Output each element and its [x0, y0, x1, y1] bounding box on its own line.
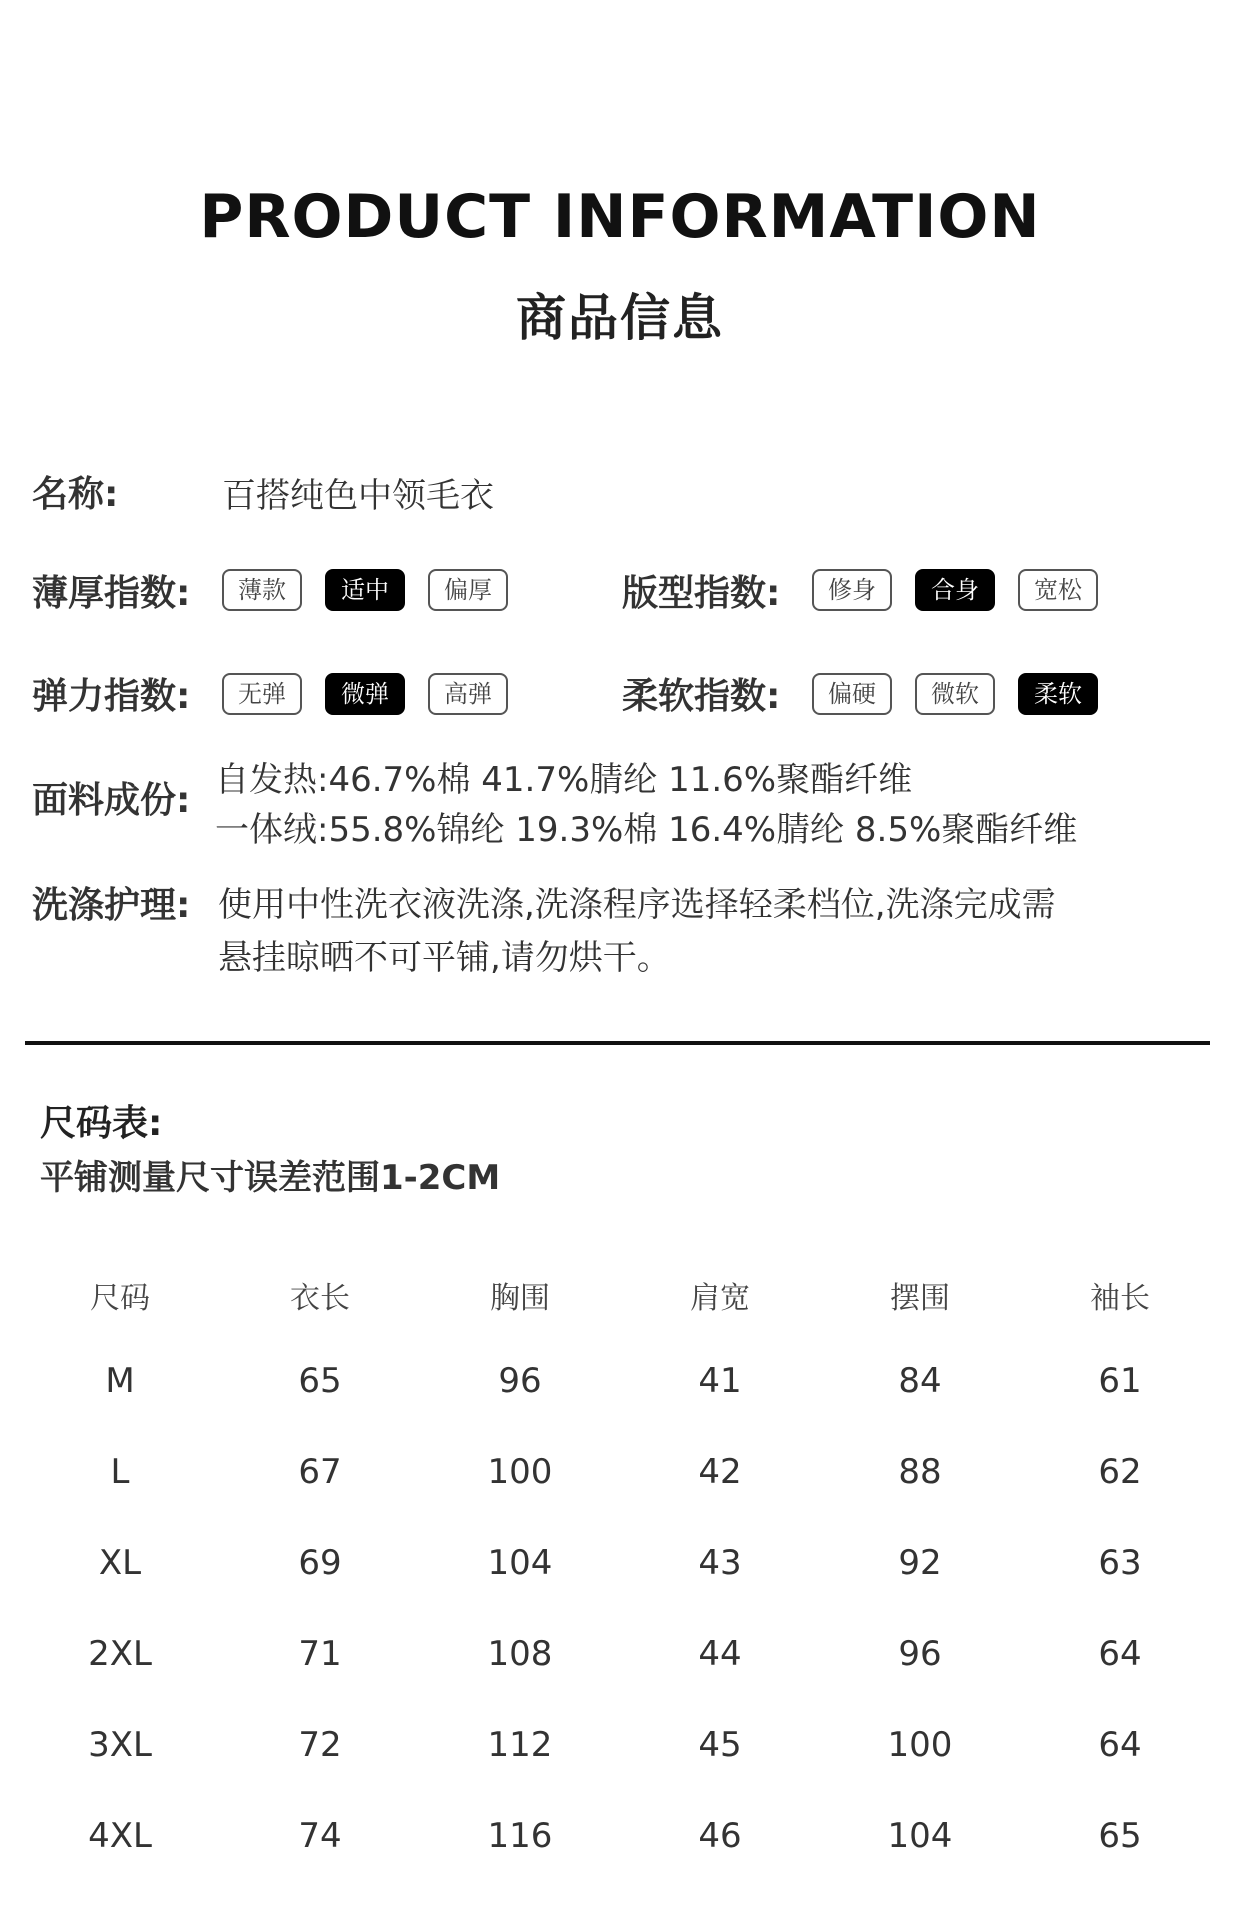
table-row — [20, 1790, 1220, 1881]
elasticity-label: 弹力指数: — [32, 676, 191, 717]
table-row — [20, 1699, 1220, 1790]
table-cell: 104 — [887, 1815, 953, 1856]
page-title-en: PRODUCT INFORMATION — [199, 182, 1041, 252]
table-cell: 46 — [698, 1815, 742, 1856]
care-label: 洗涤护理: — [32, 885, 191, 926]
table-cell: 2XL — [88, 1633, 152, 1674]
table-cell: 65 — [1098, 1815, 1142, 1856]
table-cell: 96 — [898, 1633, 942, 1674]
softness-option-soft[interactable]: 柔软 — [1018, 673, 1098, 715]
section-divider — [25, 1041, 1210, 1045]
softness-label: 柔软指数: — [622, 676, 781, 717]
table-cell: L — [110, 1451, 130, 1492]
size-chart-note: 平铺测量尺寸误差范围1-2CM — [40, 1158, 501, 1198]
table-cell: 69 — [298, 1542, 342, 1583]
table-cell: 88 — [898, 1451, 942, 1492]
table-cell: 44 — [698, 1633, 742, 1674]
table-cell: 45 — [698, 1724, 742, 1765]
table-cell: 67 — [298, 1451, 342, 1492]
care-line-1: 使用中性洗衣液洗涤,洗涤程序选择轻柔档位,洗涤完成需 — [218, 885, 1056, 925]
table-cell: 100 — [487, 1451, 553, 1492]
thickness-option-thin[interactable]: 薄款 — [222, 569, 302, 611]
table-cell: M — [105, 1360, 135, 1401]
header-length: 衣长 — [290, 1281, 350, 1316]
fabric-line-1: 自发热:46.7%棉 41.7%腈纶 11.6%聚酯纤维 — [215, 760, 913, 800]
table-cell: 64 — [1098, 1724, 1142, 1765]
header-shoulder: 肩宽 — [690, 1281, 750, 1316]
thickness-label: 薄厚指数: — [32, 573, 191, 614]
softness-option-slightly-soft[interactable]: 微软 — [915, 673, 995, 715]
header-chest: 胸围 — [490, 1281, 550, 1316]
table-cell: 84 — [898, 1360, 942, 1401]
table-cell: 64 — [1098, 1633, 1142, 1674]
softness-option-stiff[interactable]: 偏硬 — [812, 673, 892, 715]
table-cell: 116 — [487, 1815, 553, 1856]
table-cell: 65 — [298, 1360, 342, 1401]
thickness-option-medium[interactable]: 适中 — [325, 569, 405, 611]
table-cell: 72 — [298, 1724, 342, 1765]
elasticity-option-slight[interactable]: 微弹 — [325, 673, 405, 715]
fabric-line-2: 一体绒:55.8%锦纶 19.3%棉 16.4%腈纶 8.5%聚酯纤维 — [215, 810, 1078, 850]
table-cell: 3XL — [88, 1724, 152, 1765]
care-line-2: 悬挂晾晒不可平铺,请勿烘干。 — [218, 938, 671, 978]
table-cell: 112 — [487, 1724, 553, 1765]
table-cell: 96 — [498, 1360, 542, 1401]
name-label: 名称: — [32, 474, 119, 515]
table-cell: 92 — [898, 1542, 942, 1583]
thickness-option-thick[interactable]: 偏厚 — [428, 569, 508, 611]
size-chart-title: 尺码表: — [40, 1103, 163, 1144]
table-cell: 100 — [887, 1724, 953, 1765]
fabric-label: 面料成份: — [32, 780, 191, 821]
table-cell: 4XL — [88, 1815, 152, 1856]
size-table-header-row — [20, 1255, 1220, 1335]
table-cell: 61 — [1098, 1360, 1142, 1401]
table-cell: 74 — [298, 1815, 342, 1856]
table-row — [20, 1517, 1220, 1608]
fit-option-regular[interactable]: 合身 — [915, 569, 995, 611]
header-hem: 摆围 — [890, 1281, 950, 1316]
header-size: 尺码 — [90, 1281, 150, 1316]
size-table — [20, 1255, 1220, 1881]
page-title-cn: 商品信息 — [516, 289, 724, 347]
table-row — [20, 1335, 1220, 1426]
table-cell: XL — [98, 1542, 142, 1583]
table-cell: 41 — [698, 1360, 742, 1401]
fit-option-slim[interactable]: 修身 — [812, 569, 892, 611]
table-cell: 62 — [1098, 1451, 1142, 1492]
header-sleeve: 袖长 — [1090, 1281, 1150, 1316]
table-cell: 63 — [1098, 1542, 1142, 1583]
elasticity-option-high[interactable]: 高弹 — [428, 673, 508, 715]
table-cell: 71 — [298, 1633, 342, 1674]
table-row — [20, 1608, 1220, 1699]
fit-option-loose[interactable]: 宽松 — [1018, 569, 1098, 611]
table-row — [20, 1426, 1220, 1517]
name-value: 百搭纯色中领毛衣 — [222, 476, 494, 516]
fit-label: 版型指数: — [622, 573, 781, 614]
table-cell: 43 — [698, 1542, 742, 1583]
table-cell: 42 — [698, 1451, 742, 1492]
table-cell: 104 — [487, 1542, 553, 1583]
table-cell: 108 — [487, 1633, 553, 1674]
elasticity-option-none[interactable]: 无弹 — [222, 673, 302, 715]
